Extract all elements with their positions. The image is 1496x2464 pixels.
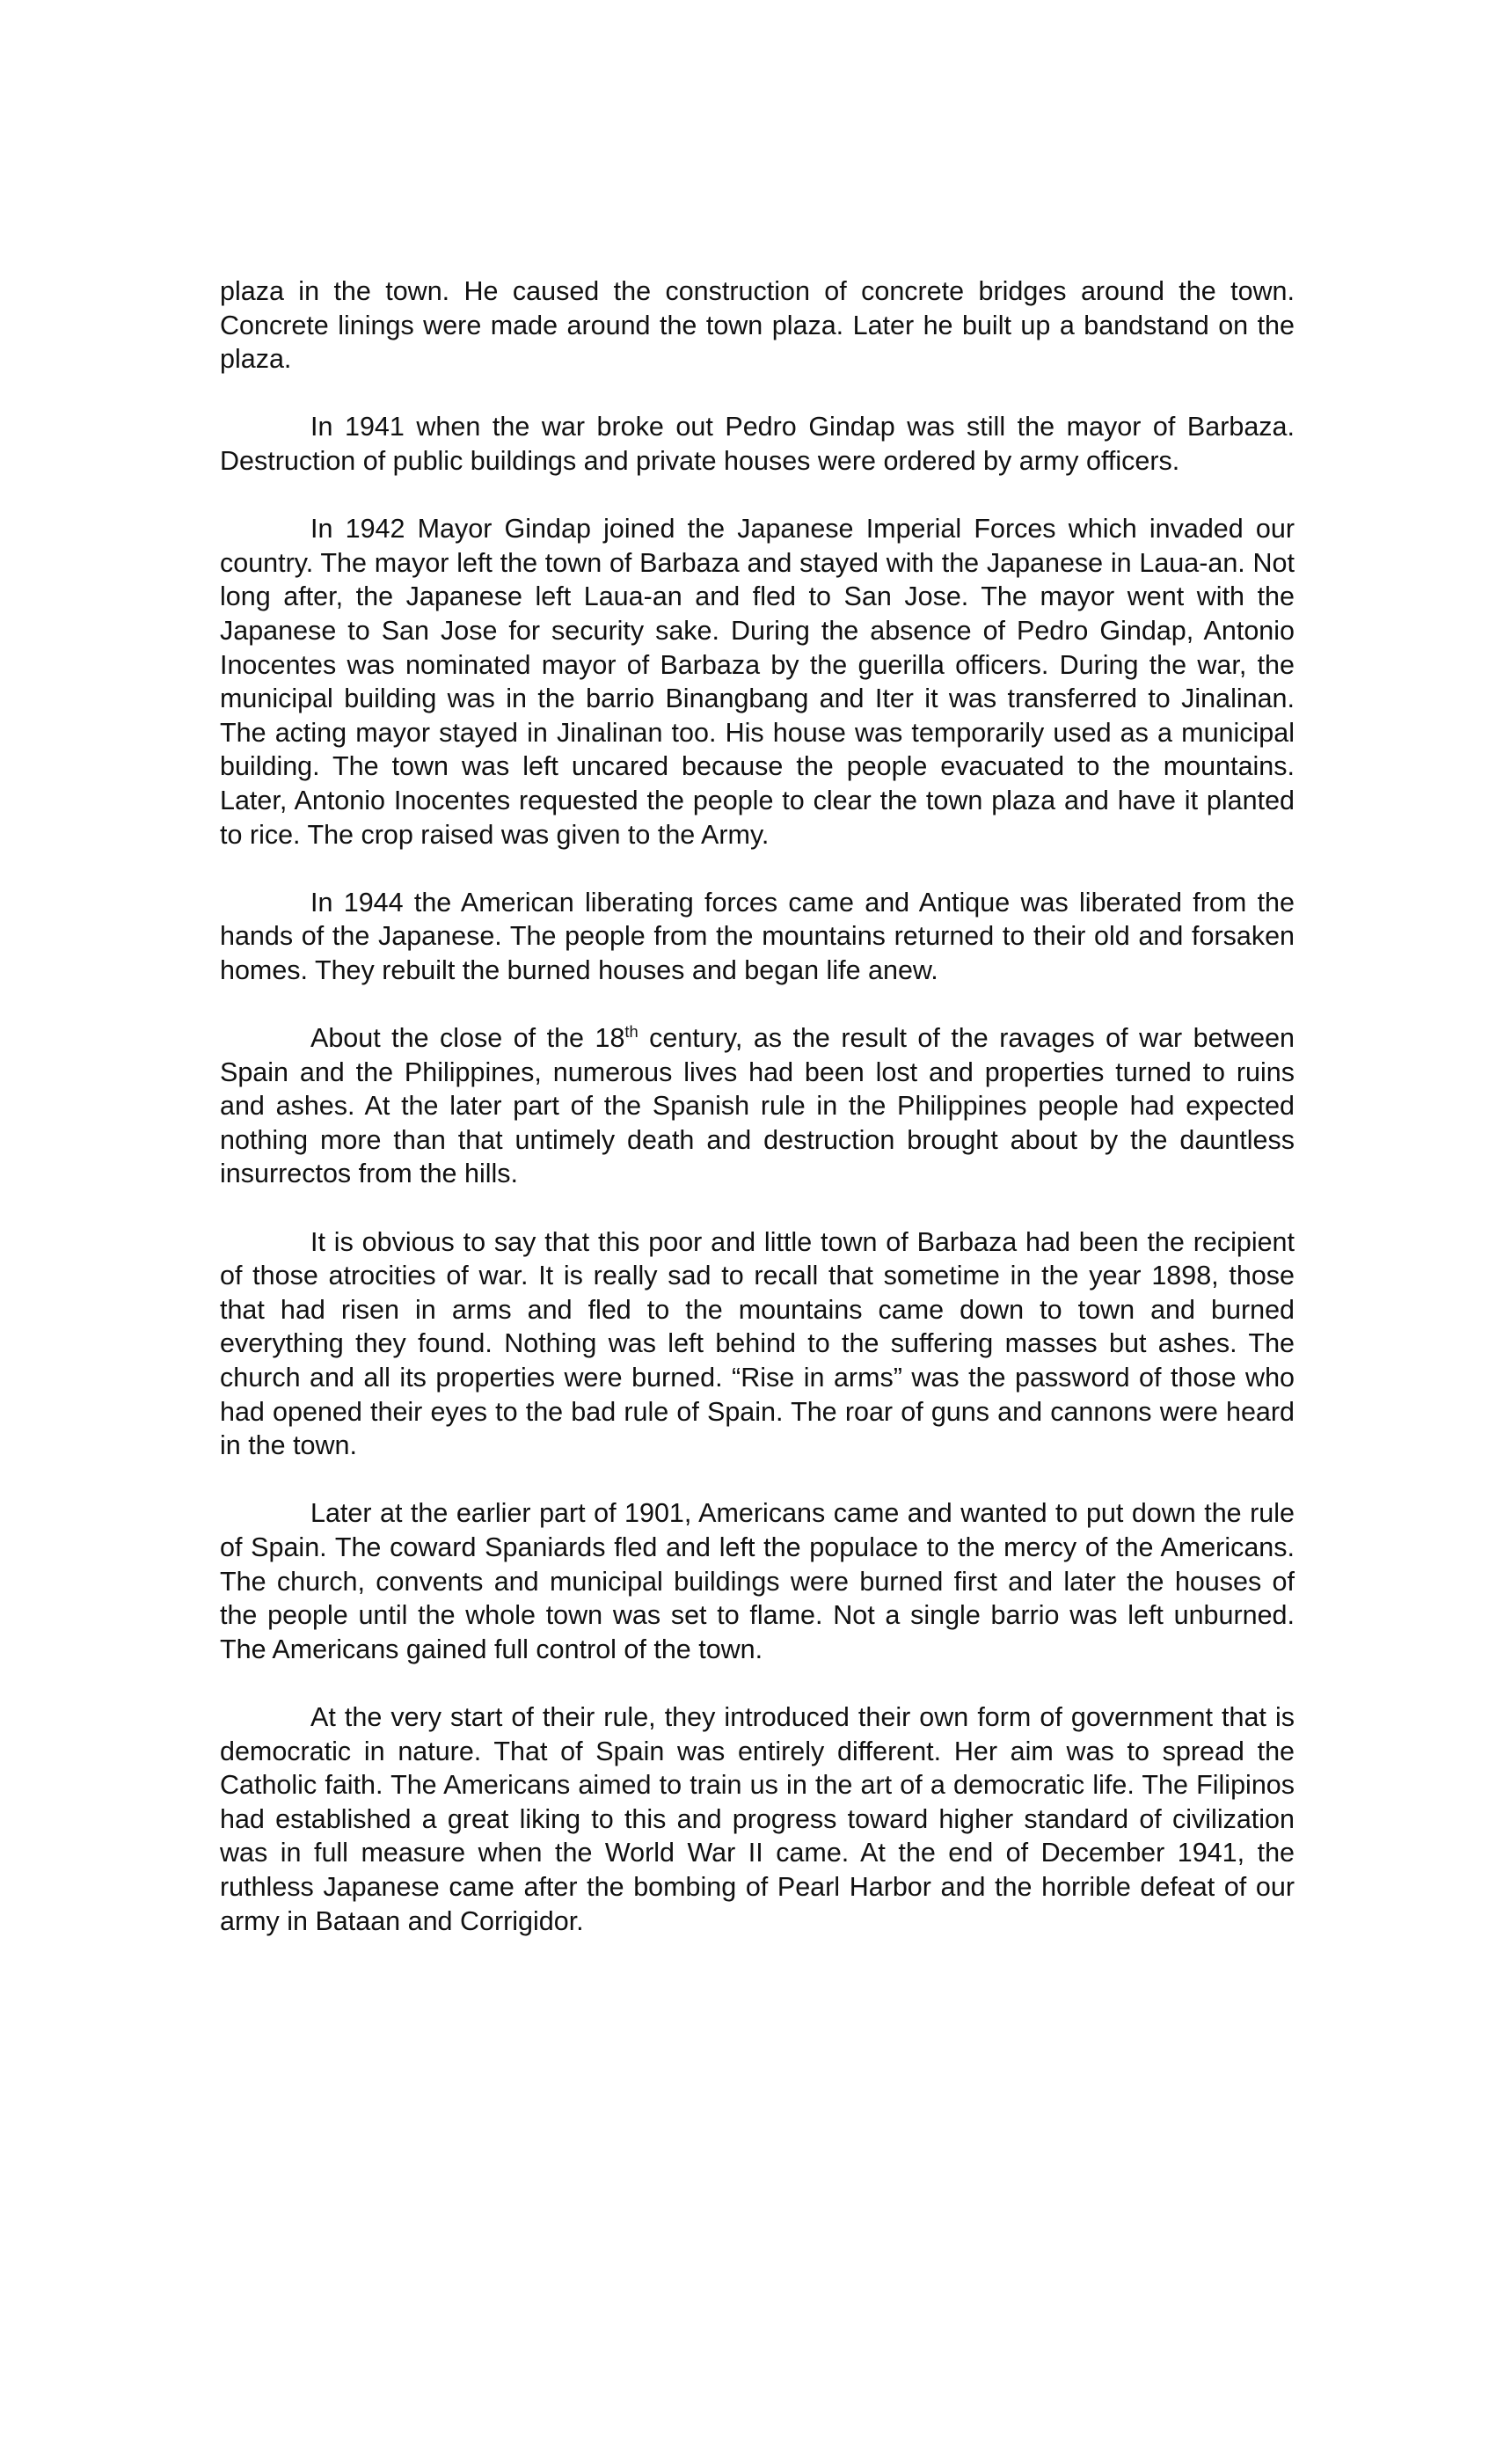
paragraph-1: plaza in the town. He caused the construction of concrete bridges around the town. Concrete linings were made around the town plaza. Later he built up a bandstand on the plaza. <box>220 276 1295 375</box>
body-text <box>220 274 1295 1972</box>
paragraph-5-superscript: th <box>624 1021 639 1041</box>
paragraph-5-after: century, as the result of the ravages of war between Spain and the Philippines, numerous lives had been lost and properties turned to ruins and ashes. At the later part of the Spanish rule in the Philippines people had expected nothing more than that untimely death and destruction brought about by the dauntless insurrectos from the hills. <box>220 1023 1295 1189</box>
paragraph-6: It is obvious to say that this poor and little town of Barbaza had been the recipient of those atrocities of war. It is really sad to recall that sometime in the year 1898, those that had risen in arms and fled to the mountains came down to town and burned everything they found. Nothing was left behind to the suffering masses but ashes. The church and all its properties were burned. “Rise in arms” was the password of those who had opened their eyes to the bad rule of Spain. The roar of guns and cannons were heard in the town. <box>220 1226 1295 1461</box>
paragraph-4: In 1944 the American liberating forces came and Antique was liberated from the hands of the Japanese. The people from the mountains returned to their old and forsaken homes. They rebuilt the burned houses and began life anew. <box>220 887 1295 985</box>
paragraph-7: Later at the earlier part of 1901, Americans came and wanted to put down the rule of Spain. The coward Spaniards fled and left the populace to the mercy of the Americans. The church, convents and municipal buildings were burned first and later the houses of the people until the whole town was set to flame. Not a single barrio was left unburned. The Americans gained full control of the town. <box>220 1498 1295 1664</box>
paragraph-5-before: About the close of the 18 <box>310 1023 625 1054</box>
paragraph-3: In 1942 Mayor Gindap joined the Japanese Imperial Forces which invaded our country. The mayor left the town of Barbaza and stayed with the Japanese in Laua-an. Not long after, the Japanese left Laua-an and fled to San Jose. The mayor went with the Japanese to San Jose for security sake. During the absence of Pedro Gindap, Antonio Inocentes was nominated mayor of Barbaza by the guerilla officers. During the war, the municipal building was in the barrio Binangbang and Iter it was transferred to Jinalinan. The acting mayor stayed in Jinalinan too. His house was temporarily used as a municipal building. The town was left uncared because the people evacuated to the mountains. Later, Antonio Inocentes requested the people to clear the town plaza and have it planted to rice. The crop raised was given to the Army. <box>220 514 1295 850</box>
paragraph-8: At the very start of their rule, they introduced their own form of government that is democratic in nature. That of Spain was entirely different. Her aim was to spread the Catholic faith. The Americans aimed to train us in the art of a democratic life. The Filipinos had established a great liking to this and progress toward higher standard of civilization was in full measure when the World War II came. At the end of December 1941, the ruthless Japanese came after the bombing of Pearl Harbor and the horrible defeat of our army in Bataan and Corrigidor. <box>220 1701 1295 1936</box>
paragraph-2: In 1941 when the war broke out Pedro Gindap was still the mayor of Barbaza. Destruction of public buildings and private houses were ordered by army officers. <box>220 412 1295 476</box>
paragraph-5 <box>220 1021 1295 1191</box>
